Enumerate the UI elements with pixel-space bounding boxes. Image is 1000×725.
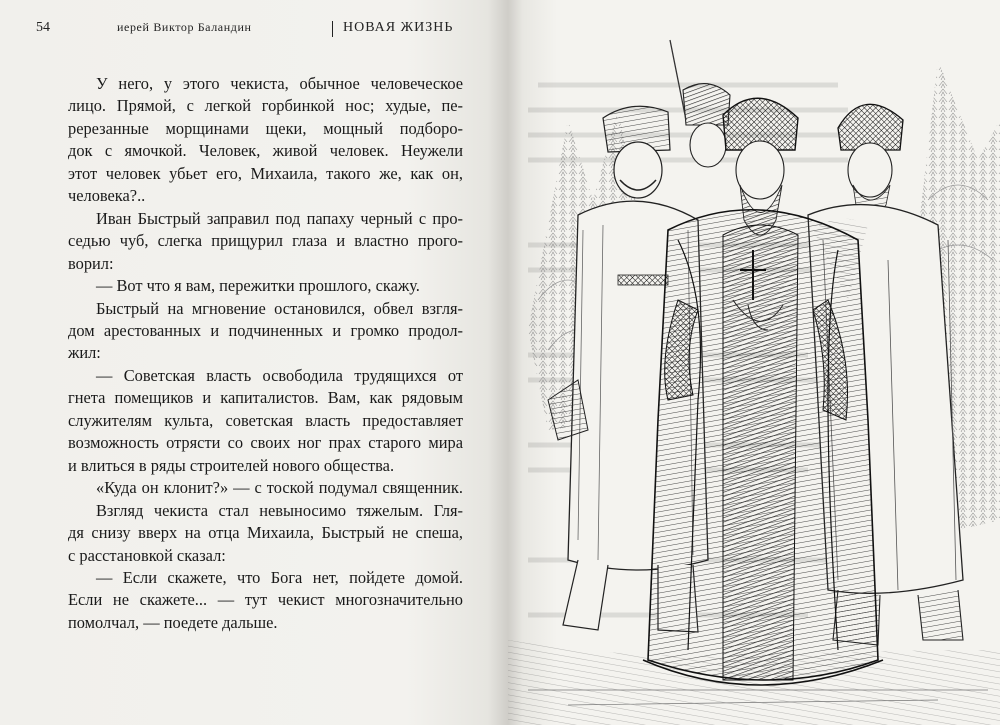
text-line: Взгляд чекиста стал невыносимо тяжелым. Гля- <box>96 500 463 520</box>
text-line: ворил: <box>68 253 114 273</box>
text-line: дя снизу вверх на отца Михаила, Быстрый не спеша, <box>68 523 463 543</box>
pen-illustration <box>508 0 1000 725</box>
author-name <box>117 20 252 36</box>
running-head <box>36 20 478 40</box>
text-line: ререзанные морщинами щеки, мощный подборо- <box>68 118 463 138</box>
text-line: лицо. Прямой, с легкой горбинкой нос; худые, пе- <box>68 96 463 116</box>
text-line: «Куда он клонит?» — с тоской подумал священник. <box>96 478 463 498</box>
priest-center <box>643 98 883 685</box>
soldier-back <box>670 40 730 167</box>
header-divider <box>332 21 333 37</box>
text-line: человека?.. <box>68 186 146 206</box>
text-line: — Если скажете, что Бога нет, пойдете домой. <box>96 567 463 587</box>
text-line: этот человек убьет его, Михаила, такого же, как он, <box>68 163 463 183</box>
text-line: — Вот что я вам, пережитки прошлого, скажу. <box>96 276 420 296</box>
author-prefix: иерей <box>117 20 150 34</box>
text-line: док с ямочкой. Человек, живой человек. Неужели <box>68 141 463 161</box>
text-line: Иван Быстрый заправил под папаху черный с про- <box>96 208 463 228</box>
text-line: гнета помещиков и капиталистов. Вам, как рядовым <box>68 388 463 408</box>
text-line: Если не скажете... — тут чекист многозначительно <box>68 590 463 610</box>
text-line: служителям культа, советская власть предоставляет <box>68 410 463 430</box>
page-number: 54 <box>36 20 50 35</box>
text-line: и влиться в ряды строителей нового общества. <box>68 455 395 475</box>
book-title: НОВАЯ ЖИЗНЬ <box>343 20 454 35</box>
text-line: жил: <box>68 343 101 363</box>
author-full-name: Виктор Баландин <box>153 20 252 34</box>
text-line: с расстановкой сказал: <box>68 545 226 565</box>
text-line: седью чуб, слегка прищурил глаза и властно прого- <box>68 231 463 251</box>
text-line: дом арестованных и подчиненных и громко продол- <box>68 320 463 340</box>
text-line: помолчал, — поедете дальше. <box>68 612 278 632</box>
text-line: возможность отрясти со своих ног прах старого мира <box>68 433 463 453</box>
text-line: Быстрый на мгновение остановился, обвел взгля- <box>96 298 463 318</box>
text-line: У него, у этого чекиста, обычное человеческое <box>96 74 463 93</box>
text-line: — Советская власть освободила трудящихся от <box>96 365 463 385</box>
right-page <box>508 0 1000 725</box>
body-text <box>68 73 463 634</box>
